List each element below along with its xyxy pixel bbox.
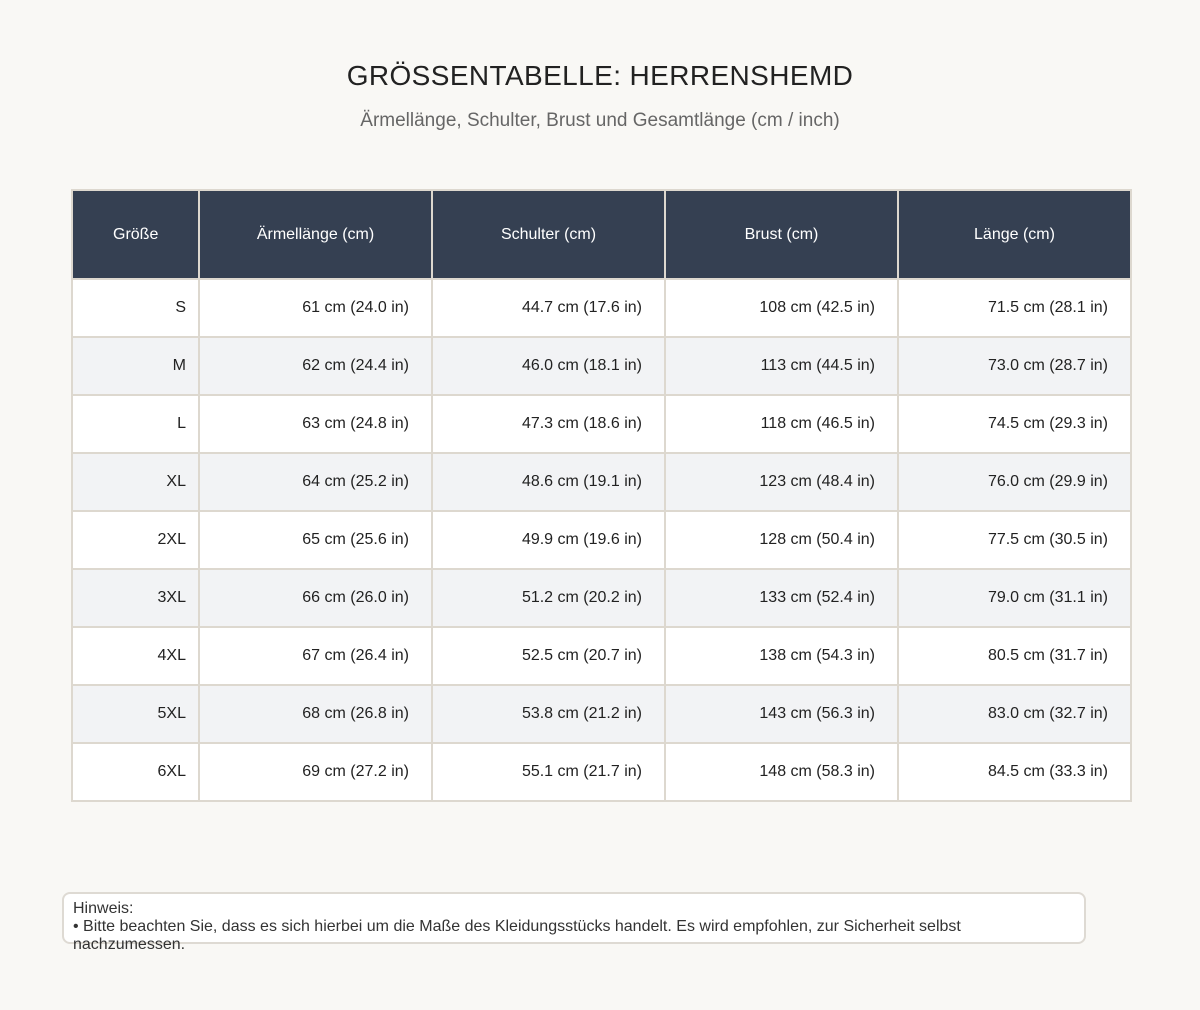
cell-chest: 143 cm (56.3 in) — [665, 685, 898, 743]
column-header-sleeve: Ärmellänge (cm) — [199, 190, 432, 279]
cell-chest: 148 cm (58.3 in) — [665, 743, 898, 801]
cell-size: 2XL — [72, 511, 199, 569]
table-row — [72, 395, 1131, 453]
column-header-shoulder: Schulter (cm) — [432, 190, 665, 279]
cell-length: 79.0 cm (31.1 in) — [898, 569, 1131, 627]
note-box — [62, 892, 1086, 953]
column-header-chest: Brust (cm) — [665, 190, 898, 279]
cell-length: 73.0 cm (28.7 in) — [898, 337, 1131, 395]
table-row — [72, 511, 1131, 569]
cell-size: 5XL — [72, 685, 199, 743]
cell-size: M — [72, 337, 199, 395]
cell-sleeve: 68 cm (26.8 in) — [199, 685, 432, 743]
cell-size: 3XL — [72, 569, 199, 627]
size-table — [71, 189, 1132, 802]
cell-length: 80.5 cm (31.7 in) — [898, 627, 1131, 685]
cell-chest: 123 cm (48.4 in) — [665, 453, 898, 511]
cell-chest: 113 cm (44.5 in) — [665, 337, 898, 395]
cell-shoulder: 52.5 cm (20.7 in) — [432, 627, 665, 685]
note-label: Hinweis: — [73, 900, 134, 917]
cell-size: L — [72, 395, 199, 453]
cell-length: 74.5 cm (29.3 in) — [898, 395, 1131, 453]
cell-sleeve: 64 cm (25.2 in) — [199, 453, 432, 511]
cell-chest: 138 cm (54.3 in) — [665, 627, 898, 685]
cell-shoulder: 49.9 cm (19.6 in) — [432, 511, 665, 569]
column-header-length: Länge (cm) — [898, 190, 1131, 279]
cell-shoulder: 48.6 cm (19.1 in) — [432, 453, 665, 511]
cell-size: 4XL — [72, 627, 199, 685]
cell-length: 84.5 cm (33.3 in) — [898, 743, 1131, 801]
cell-shoulder: 46.0 cm (18.1 in) — [432, 337, 665, 395]
cell-shoulder: 55.1 cm (21.7 in) — [432, 743, 665, 801]
cell-chest: 133 cm (52.4 in) — [665, 569, 898, 627]
table-row — [72, 627, 1131, 685]
page-title: GRÖSSENTABELLE: HERRENSHEMD — [346, 60, 854, 91]
cell-sleeve: 65 cm (25.6 in) — [199, 511, 432, 569]
cell-length: 76.0 cm (29.9 in) — [898, 453, 1131, 511]
cell-size: S — [72, 279, 199, 337]
table-header-row — [72, 190, 1131, 279]
table-row — [72, 337, 1131, 395]
page-subtitle: Ärmellänge, Schulter, Brust und Gesamtlänge (cm / inch) — [360, 110, 840, 131]
cell-sleeve: 63 cm (24.8 in) — [199, 395, 432, 453]
cell-sleeve: 66 cm (26.0 in) — [199, 569, 432, 627]
table-row — [72, 685, 1131, 743]
cell-size: XL — [72, 453, 199, 511]
cell-chest: 108 cm (42.5 in) — [665, 279, 898, 337]
cell-shoulder: 44.7 cm (17.6 in) — [432, 279, 665, 337]
cell-shoulder: 53.8 cm (21.2 in) — [432, 685, 665, 743]
cell-length: 83.0 cm (32.7 in) — [898, 685, 1131, 743]
table-row — [72, 279, 1131, 337]
cell-length: 77.5 cm (30.5 in) — [898, 511, 1131, 569]
cell-sleeve: 61 cm (24.0 in) — [199, 279, 432, 337]
cell-sleeve: 62 cm (24.4 in) — [199, 337, 432, 395]
table-row — [72, 743, 1131, 801]
cell-chest: 118 cm (46.5 in) — [665, 395, 898, 453]
cell-length: 71.5 cm (28.1 in) — [898, 279, 1131, 337]
cell-chest: 128 cm (50.4 in) — [665, 511, 898, 569]
cell-shoulder: 51.2 cm (20.2 in) — [432, 569, 665, 627]
cell-sleeve: 69 cm (27.2 in) — [199, 743, 432, 801]
table-row — [72, 569, 1131, 627]
cell-shoulder: 47.3 cm (18.6 in) — [432, 395, 665, 453]
cell-sleeve: 67 cm (26.4 in) — [199, 627, 432, 685]
note-text: • Bitte beachten Sie, dass es sich hierbei um die Maße des Kleidungsstücks handelt. Es wird empfohlen, zur Sicherheit selbst nachzumessen. — [73, 918, 961, 953]
table-row — [72, 453, 1131, 511]
cell-size: 6XL — [72, 743, 199, 801]
column-header-size: Größe — [72, 190, 199, 279]
